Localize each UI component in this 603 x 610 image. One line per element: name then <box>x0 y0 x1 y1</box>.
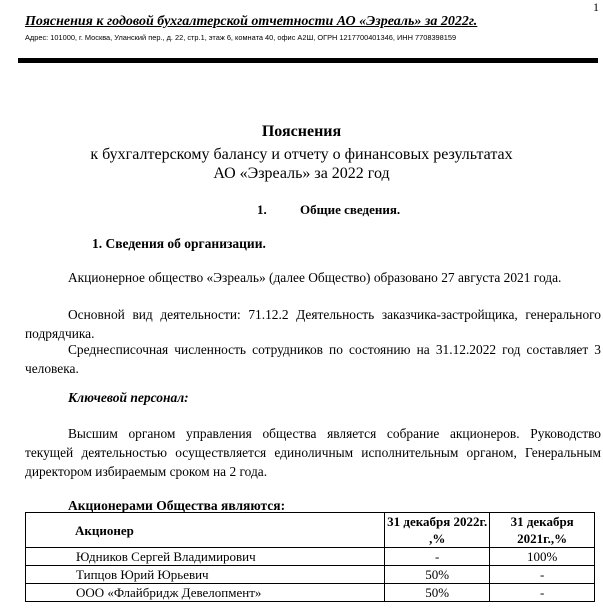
subsection-heading: 1. Сведения об организации. <box>92 236 266 251</box>
key-personnel-text: Высшим органом управления общества является собрание акционеров. Руководство текущей деятельностью осуществляется единоличным исполнительным органом, Генеральным директором избираемым сроком на 2 года. <box>25 426 601 479</box>
paragraph-activity: Основной вид деятельности: 71.12.2 Деятельность заказчика-застройщика, генерального подрядчика. <box>25 307 601 341</box>
table-row <box>26 566 595 584</box>
shareholder-name: Типцов Юрий Юрьевич <box>26 566 385 584</box>
table-header-row <box>26 513 595 548</box>
column-header-2022: 31 декабря 2022г. ,% <box>385 513 490 548</box>
section-title: Общие сведения. <box>300 202 401 217</box>
share-2022: - <box>385 548 490 566</box>
section-number: 1. <box>257 202 267 217</box>
share-2021: - <box>490 566 595 584</box>
shareholder-name: Юдников Сергей Владимирович <box>26 548 385 566</box>
document-subtitle-line2: АО «Эзреаль» за 2022 год <box>213 165 390 182</box>
paragraph-headcount: Среднесписочная численность сотрудников по состоянию на 31.12.2022 год составляет 3 человека. <box>25 342 601 376</box>
column-header-shareholder: Акционер <box>26 513 385 548</box>
share-2022: 50% <box>385 584 490 602</box>
share-2021: 100% <box>490 548 595 566</box>
table-row <box>26 548 595 566</box>
header-address: Адрес: 101000, г. Москва, Уланский пер., д. 22, стр.1, этаж 6, комната 40, офис А2Ш, ОГРН 1217700401346, ИНН 7708398159 <box>25 33 457 42</box>
share-2021: - <box>490 584 595 602</box>
table-row <box>26 584 595 602</box>
document-title: Пояснения <box>261 123 342 140</box>
key-personnel-heading: Ключевой персонал: <box>68 390 189 405</box>
document-subtitle-line1: к бухгалтерскому балансу и отчету о финансовых результатах <box>90 146 513 163</box>
header-divider <box>18 58 598 63</box>
shareholders-table <box>25 512 595 602</box>
column-header-2021: 31 декабря 2021г.,% <box>490 513 595 548</box>
shareholder-name: ООО «Флайбридж Девелопмент» <box>26 584 385 602</box>
page-number: 1 <box>593 0 599 14</box>
shareholders-heading: Акционерами Общества являются: <box>68 498 286 513</box>
paragraph-founding: Акционерное общество «Эзреаль» (далее Общество) образовано 27 августа 2021 года. <box>68 270 562 285</box>
share-2022: 50% <box>385 566 490 584</box>
header-title: Пояснения к годовой бухгалтерской отчетности АО «Эзреаль» за 2022г. <box>25 14 478 29</box>
